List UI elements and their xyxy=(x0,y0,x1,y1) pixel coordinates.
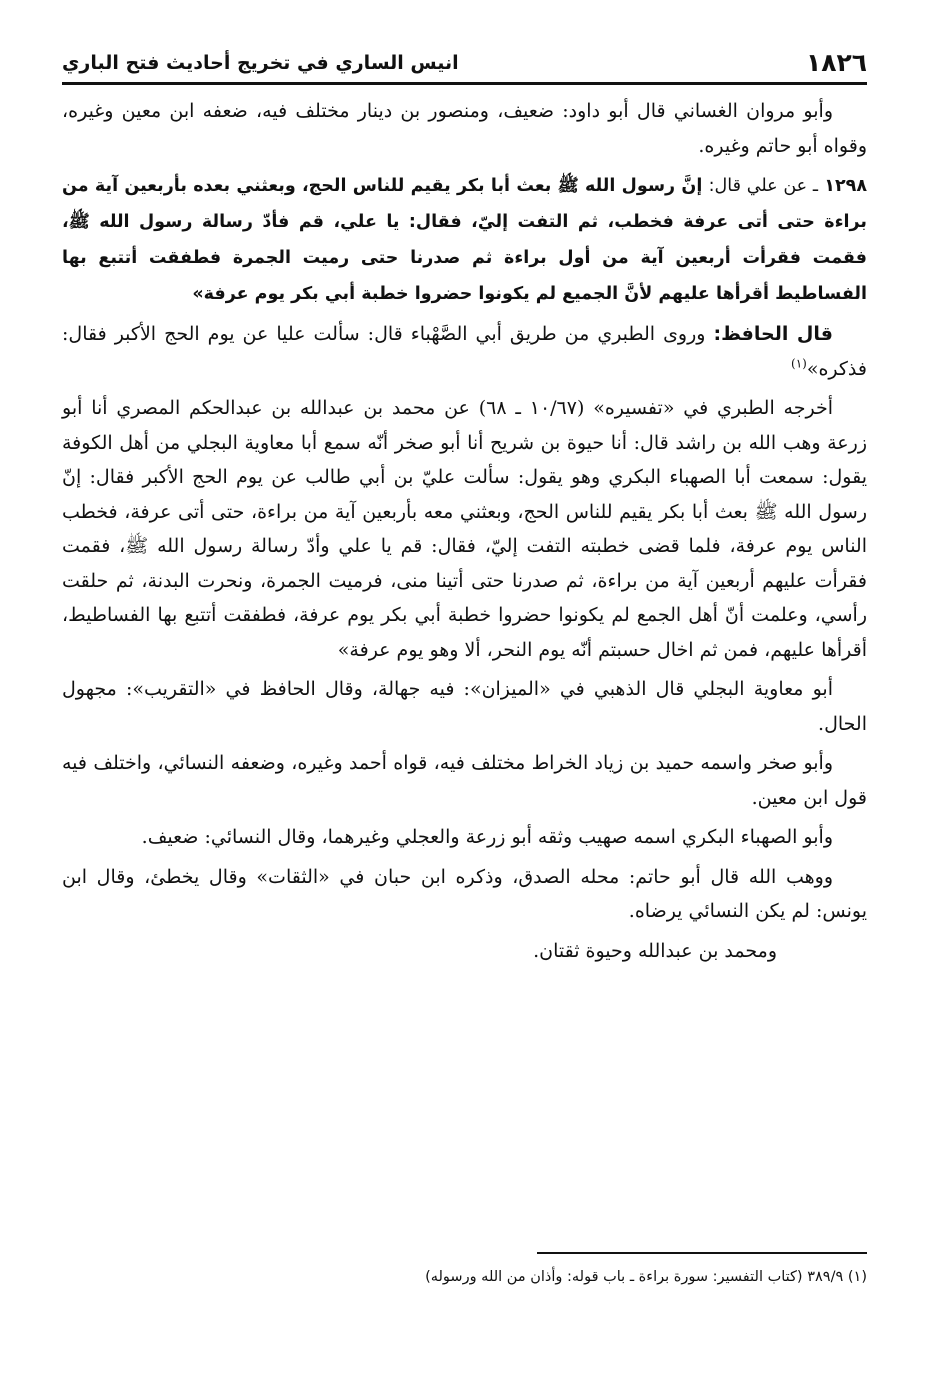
page-header xyxy=(62,36,867,78)
hadith-lead: ـ عن علي قال: xyxy=(708,176,818,196)
hafiz-text: وروى الطبري من طريق أبي الصَّهْباء قال: سألت عليا عن يوم الحج الأكبر فقال: فذكره» xyxy=(62,323,867,380)
page-body xyxy=(62,94,867,973)
paragraph-wahb-allah: ووهب الله قال أبو حاتم: محله الصدق، وذكره ابن حبان في «الثقات» وقال يخطئ، وقال ابن يونس: لم يكن النسائي يرضاه. xyxy=(62,865,867,922)
running-title: انيس الساري في تخريج أحاديث فتح الباري xyxy=(62,52,459,74)
paragraph-muhammad: ومحمد بن عبدالله وحيوة ثقتان. xyxy=(533,939,777,962)
paragraph-abu-sahba: وأبو الصهباء البكري اسمه صهيب وثقه أبو زرعة والعجلي وغيرهما، وقال النسائي: ضعيف. xyxy=(141,826,833,848)
hafiz-label: قال الحافظ: xyxy=(713,323,833,345)
footnote-rule xyxy=(537,1252,867,1254)
paragraph-abu-sakhr: وأبو صخر واسمه حميد بن زياد الخراط مختلف فيه، قواه أحمد وغيره، وضعفه النسائي، واختلف فيه قول ابن معين. xyxy=(62,752,867,809)
hadith-1298 xyxy=(62,168,867,312)
book-page xyxy=(62,36,867,1356)
hadith-text: إنَّ رسول الله ﷺ بعث أبا بكر يقيم للناس الحج، وبعثني بعده بأربعين آية من براءة حتى أتى عرفة فخطب، ثم التفت إليّ، فقال: يا علي، قم فأدّ رسالة رسول الله ﷺ، فقمت فقرأت أربعين آية من أول براءة ثم صدرنا حتى رميت الجمرة فطفقت أتتبع بها الفساطيط أقرأها عليهم لأنَّ الجميع لم يكونوا حضروا خطبة أبي بكر يوم عرفة» xyxy=(62,176,867,304)
footnote-ref: (١) xyxy=(791,356,807,371)
footnote: (١) ٣٨٩/٩ (كتاب التفسير: سورة براءة ـ باب قوله: وأذان من الله ورسوله) xyxy=(425,1269,867,1285)
paragraph-hafiz xyxy=(62,317,867,386)
paragraph-abu-marwan: وأبو مروان الغساني قال أبو داود: ضعيف، ومنصور بن دينار مختلف فيه، ضعفه ابن معين وغيره، وقواه أبو حاتم وغيره. xyxy=(62,100,867,157)
header-rule xyxy=(62,82,867,85)
paragraph-takhrij: أخرجه الطبري في «تفسيره» (١٠/٦٧ ـ ٦٨) عن محمد بن عبدالله بن عبدالحكم المصري أنا أبو زرعة وهب الله بن راشد قال: أنا حيوة بن شريح أنا أبو صخر أنّه سمع أبا معاوية البجلي من أهل الكوفة يقول: سمعت أبا الصهباء البكري وهو يقول: سألت عليّ بن أبي طالب عن يوم الحج الأكبر فقال: إنّ رسول الله ﷺ بعث أبا بكر يقيم للناس الحج، وبعثني معه بأربعين آية من براءة، حتى أتى عرفة، فخطب الناس يوم عرفة، فلما قضى خطبته التفت إليّ، فقال: قم يا علي وأدّ رسالة رسول الله ﷺ، فقمت فقرأت عليهم أربعين آية من براءة، ثم صدرنا حتى أتينا منى، فرميت الجمرة، ونحرت البدنة، ثم حلقت رأسي، وعلمت أنّ أهل الجمع لم يكونوا حضروا خطبة أبي بكر يوم عرفة، فطفقت أتتبع بها الفساطيط، أقرأها عليهم، فمن ثم اخال حسبتم أنّه يوم النحر، ألا وهو يوم عرفة» xyxy=(62,397,867,661)
paragraph-abu-muawiya: أبو معاوية البجلي قال الذهبي في «الميزان»: فيه جهالة، وقال الحافظ في «التقريب»: مجهول الحال. xyxy=(62,678,867,735)
page-number: ١٨٢٦ xyxy=(805,48,867,77)
hadith-number: ١٢٩٨ xyxy=(824,176,868,196)
